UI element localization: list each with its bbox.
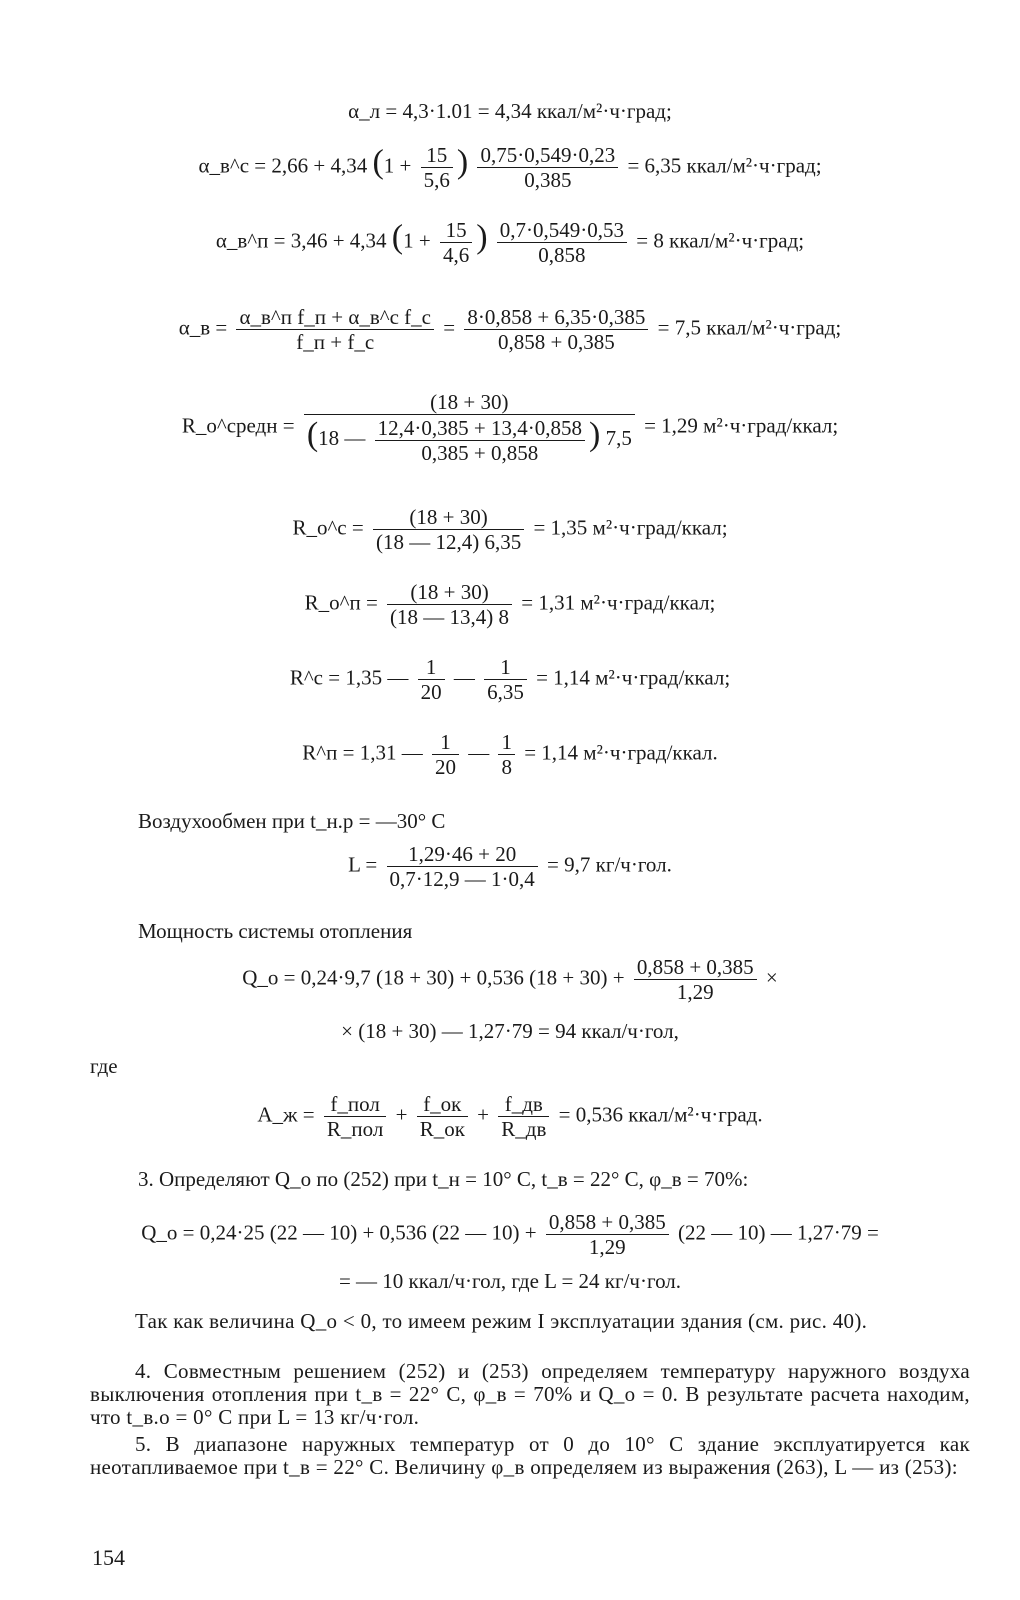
denominator: (18 — $\frac{12,4\cdot 0,385 + 13,4\cdot 0,858}{0,385 + 0,858}$ ) 7,5 (304, 414, 635, 465)
paragraph-mode-1: Так как величина Q_о < 0, то имеем режим I эксплуатации здания (см. рис. 40). (135, 1309, 868, 1333)
numerator: (18 + 30) (409, 505, 488, 529)
fraction (498, 730, 515, 779)
denominator: (18 — 13,4) 8 (387, 604, 512, 629)
equation-q-o-2-line2: = — 10 ккал/ч·гол, где L = 24 кг/ч·гол. (338, 1269, 682, 1293)
eq-lhs: A_ж = (257, 1102, 315, 1127)
denominator: 20 (432, 754, 459, 779)
times-sign: × (765, 965, 778, 990)
equation-r-p: R^п = 1,31 — $\frac{1}{20}$ — $\frac{1}{8}$ = 1,14 м²·ч·град/ккал. (302, 730, 718, 780)
fraction (498, 1092, 549, 1141)
denominator: f_п + f_с (236, 329, 434, 354)
denominator: 0,858 (497, 242, 627, 267)
numerator: 1,29·46 + 20 (408, 842, 517, 866)
eq-lhs: α_в^с = 2,66 + 4,34 (198, 153, 368, 178)
fraction (387, 580, 512, 629)
eq-rhs: = 7,5 ккал/м²·ч·град; (657, 315, 842, 340)
equation-q-o-2 (0, 1210, 1020, 1259)
eq-rhs: = 1,35 м²·ч·град/ккал; (533, 515, 728, 540)
den-part: 7,5 (605, 426, 632, 451)
equation-q-o-1-line2: × (18 + 30) — 1,27·79 = 94 ккал/ч·гол, (341, 1019, 679, 1043)
denominator: R_дв (498, 1116, 549, 1141)
numerator: (18 + 30) (410, 580, 489, 604)
eq-lhs: α_в = (178, 315, 228, 340)
numerator: 0,858 + 0,385 (548, 1210, 666, 1234)
page-number: 154 (92, 1545, 125, 1570)
numerator: 1 (440, 730, 451, 754)
eq-lhs: R^п = 1,31 — (302, 740, 423, 765)
denominator: 0,7·12,9 — 1·0,4 (387, 866, 538, 891)
numerator: 1 (425, 655, 437, 679)
fraction (634, 955, 757, 1004)
fraction (421, 143, 453, 192)
denominator: 1,29 (546, 1234, 669, 1259)
eq-lhs: R^с = 1,35 — (289, 665, 409, 690)
equation-r-o-p (0, 580, 1020, 629)
eq-lhs: Q_о = 0,24·25 (22 — 10) + 0,536 (22 — 10) + (141, 1220, 537, 1245)
numerator: 12,4·0,385 + 13,4·0,858 (377, 415, 582, 440)
numerator: 0,7·0,549·0,53 (499, 218, 625, 242)
eq-rhs: = 1,31 м²·ч·град/ккал; (521, 590, 716, 615)
den-part: 18 — (318, 426, 366, 451)
eq-rhs: = 0,536 ккал/м²·ч·град. (558, 1102, 763, 1127)
fraction (432, 730, 459, 779)
fraction (484, 655, 527, 704)
equation-r-o-s (0, 505, 1020, 554)
eq-rhs: = 6,35 ккал/м²·ч·град; (627, 153, 822, 178)
numerator: 1 (500, 655, 511, 679)
numerator: α_в^п f_п + α_в^с f_с (239, 305, 431, 329)
eq-lhs: R_о^с = (292, 515, 364, 540)
equation-q-o-1 (0, 955, 1020, 1004)
fraction (373, 505, 524, 554)
denominator: 20 (418, 679, 445, 704)
numerator: f_дв (504, 1092, 543, 1116)
denominator: 5,6 (421, 167, 453, 192)
eq-rhs: = 1,14 м²·ч·град/ккал. (524, 740, 718, 765)
eq-lhs: R_о^средн = (181, 413, 295, 438)
eq-lhs: α_в^п = 3,46 + 4,34 (215, 228, 387, 253)
text-where: где (90, 1054, 118, 1078)
eq-rhs: = 8 ккал/м²·ч·град; (636, 228, 805, 253)
fraction (418, 655, 445, 704)
eq-lhs: Q_о = 0,24·9,7 (18 + 30) + 0,536 (18 + 30) + (242, 965, 625, 990)
equation-r-sredn (0, 390, 1020, 465)
denominator: 0,858 + 0,385 (464, 329, 648, 354)
numerator: 8·0,858 + 6,35·0,385 (467, 305, 646, 329)
denominator: R_пол (324, 1116, 386, 1141)
denominator: (18 — 12,4) 6,35 (373, 529, 524, 554)
fraction (497, 218, 627, 267)
fraction (375, 416, 585, 465)
numerator: 15 (445, 218, 467, 242)
denominator: 4,6 (440, 242, 472, 267)
eq-lhs: R_о^п = (304, 590, 378, 615)
equation-alpha-l: α_л = 4,3·1.01 = 4,34 ккал/м²·ч·град; (348, 99, 672, 123)
numerator: 0,858 + 0,385 (636, 955, 754, 979)
fraction (440, 218, 472, 267)
eq-rhs: = 1,29 м²·ч·град/ккал; (644, 413, 839, 438)
denominator: 6,35 (484, 679, 527, 704)
text-air-exchange: Воздухообмен при t_н.р = —30° С (138, 809, 446, 833)
denominator: R_ок (417, 1116, 468, 1141)
eq-rhs: = 1,14 м²·ч·град/ккал; (536, 665, 731, 690)
denominator: 8 (498, 754, 515, 779)
fraction (387, 842, 538, 891)
fraction (464, 305, 648, 354)
fraction (477, 143, 618, 192)
denominator: 1,29 (634, 979, 757, 1004)
equation-alpha-v: α_в = $\frac{\text{α\_в\textasciicircum{}п f\_п + α\_в\textasciicircum{}с f\_с}}{f\_п + f\_с}$ = $\frac{8\cdot 0,858 + 6,35\cdot 0,385}{0,858 + 0,385}$ = 7,5 ккал/м²·ч·град; (178, 305, 842, 355)
fraction (324, 1092, 386, 1141)
equation-l (0, 842, 1020, 891)
fraction (417, 1092, 468, 1141)
fraction (304, 390, 635, 465)
fraction (236, 305, 434, 354)
numerator: (18 + 30) (430, 390, 509, 414)
equation-r-s: R^с = 1,35 — $\frac{1}{20}$ — $\frac{1}{6,35}$ = 1,14 м²·ч·град/ккал; (289, 655, 731, 705)
paragraph-step-5: 5. В диапазоне наружных температур от 0 до 10° С здание эксплуатируется как неотапливаемое при t_в = 22° С. Величину φ_в определяем из выражения (263), L — из (253): (90, 1432, 970, 1480)
denominator: 0,385 (477, 167, 618, 192)
equation-alpha-v-s: α_в^с = 2,66 + 4,34 (1 + $\frac{15}{5,6}$ ) $\frac{0,75\cdot 0,549\cdot 0,23}{0,385}$ = 6,35 ккал/м²·ч·град; (198, 143, 822, 193)
numerator: 15 (426, 143, 448, 167)
numerator: 1 (501, 730, 512, 754)
eq-rhs: = 9,7 кг/ч·гол. (547, 852, 672, 877)
denominator: 0,385 + 0,858 (375, 440, 585, 465)
numerator: f_ок (423, 1092, 462, 1116)
eq-lhs: L = (348, 852, 378, 877)
fraction (546, 1210, 669, 1259)
text-step-3: 3. Определяют Q_о по (252) при t_н = 10° С, t_в = 22° С, φ_в = 70%: (138, 1167, 749, 1191)
paragraph-step-4: 4. Совместным решением (252) и (253) определяем температуру наружного воздуха выключения отопления при t_в = 22° С, φ_в = 70% и Q_о = 0. В результате расчета находим, что t_в.о = 0° С при L = 13 кг/ч·гол. (90, 1359, 970, 1430)
text-heating-power: Мощность системы отопления (138, 919, 413, 943)
equation-alpha-v-p: α_в^п = 3,46 + 4,34 (1 + $\frac{15}{4,6}$ ) $\frac{0,7\cdot 0,549\cdot 0,53}{0,858}$ = 8 ккал/м²·ч·град; (215, 218, 805, 268)
numerator: f_пол (330, 1092, 380, 1116)
numerator: 0,75·0,549·0,23 (480, 143, 616, 167)
eq-rhs: (22 — 10) — 1,27·79 = (677, 1220, 879, 1245)
equation-a-zh: A_ж = $\frac{\text{f\_пол}}{\text{R\_пол}}$ + $\frac{f\_ок}{R\_ок}$ + $\frac{f\_дв}{R\_дв}$ = 0,536 ккал/м²·ч·град. (257, 1092, 763, 1142)
